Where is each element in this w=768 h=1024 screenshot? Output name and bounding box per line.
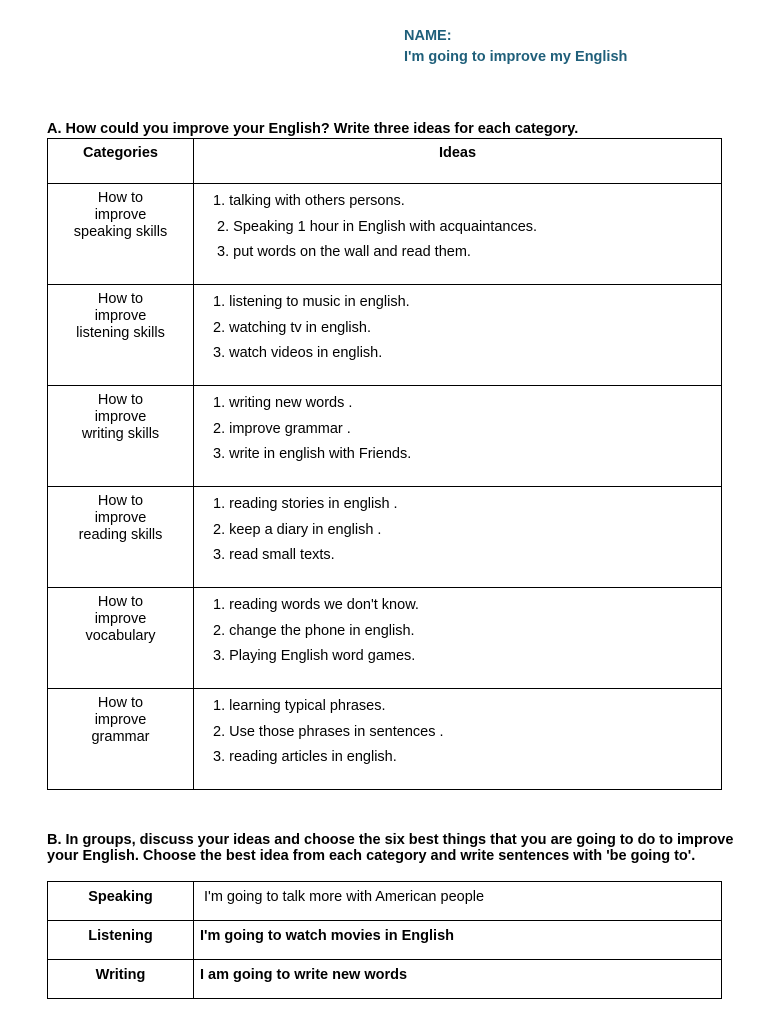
ideas-cell[interactable] — [194, 588, 722, 689]
category-line: How to — [97, 291, 144, 307]
idea-item: 1. talking with others persons. — [213, 193, 405, 209]
category-cell — [48, 184, 194, 285]
ideas-cell[interactable] — [194, 487, 722, 588]
sentence-cell[interactable]: I am going to write new words — [194, 960, 722, 999]
table-row — [48, 386, 722, 487]
skill-cell: Speaking — [48, 882, 194, 921]
idea-item: 3. write in english with Friends. — [213, 446, 412, 462]
ideas-header: Ideas — [194, 139, 722, 184]
table-row — [48, 588, 722, 689]
ideas-cell[interactable] — [194, 689, 722, 790]
category-line: listening skills — [76, 325, 165, 341]
idea-item: 3. watch videos in english. — [213, 345, 383, 361]
category-line: improve — [94, 207, 147, 223]
table-row — [48, 960, 722, 999]
category-cell — [48, 689, 194, 790]
section-b-title: B. In groups, discuss your ideas and choose the six best things that you are going to do to improve your English. Choose the best idea from each category and write sentences with 'be going to'. — [47, 832, 734, 864]
table-row — [48, 487, 722, 588]
ideas-table — [47, 138, 722, 790]
categories-header: Categories — [48, 139, 194, 184]
category-line: grammar — [91, 729, 150, 745]
idea-item: 3. read small texts. — [213, 547, 335, 563]
idea-item: 2. Speaking 1 hour in English with acquaintances. — [213, 218, 538, 235]
category-line: improve — [94, 611, 147, 627]
category-line: improve — [94, 712, 147, 728]
category-cell — [48, 487, 194, 588]
sentence-cell[interactable]: I'm going to talk more with American people — [194, 882, 722, 921]
name-label: NAME: — [404, 28, 452, 44]
header — [404, 26, 627, 68]
ideas-cell[interactable] — [194, 285, 722, 386]
category-line: How to — [97, 493, 144, 509]
ideas-cell[interactable] — [194, 184, 722, 285]
table-row — [48, 921, 722, 960]
category-cell — [48, 285, 194, 386]
category-line: improve — [94, 409, 147, 425]
sentences-table — [47, 881, 722, 999]
category-line: speaking skills — [73, 224, 168, 240]
skill-cell: Listening — [48, 921, 194, 960]
category-cell — [48, 588, 194, 689]
idea-item: 2. watching tv in english. — [213, 319, 371, 336]
category-line: writing skills — [81, 426, 160, 442]
idea-item: 2. keep a diary in english . — [213, 521, 382, 538]
ideas-table-header — [48, 139, 722, 184]
idea-item: 3. reading articles in english. — [213, 749, 397, 765]
category-line: How to — [97, 190, 144, 206]
ideas-cell[interactable] — [194, 386, 722, 487]
worksheet-subtitle: I'm going to improve my English — [404, 49, 628, 65]
sentence-cell[interactable]: I'm going to watch movies in English — [194, 921, 722, 960]
idea-item: 2. Use those phrases in sentences . — [213, 723, 444, 740]
category-line: improve — [94, 510, 147, 526]
skill-cell: Writing — [48, 960, 194, 999]
category-line: How to — [97, 695, 144, 711]
category-line: vocabulary — [85, 628, 156, 644]
idea-item: 3. put words on the wall and read them. — [213, 244, 471, 260]
table-row — [48, 184, 722, 285]
idea-item: 2. improve grammar . — [213, 420, 351, 437]
idea-item: 1. reading words we don't know. — [213, 597, 419, 613]
idea-item: 3. Playing English word games. — [213, 648, 416, 664]
category-line: How to — [97, 594, 144, 610]
table-row — [48, 285, 722, 386]
idea-item: 2. change the phone in english. — [213, 622, 415, 639]
category-line: How to — [97, 392, 144, 408]
category-line: reading skills — [78, 527, 163, 543]
idea-item: 1. reading stories in english . — [213, 496, 398, 512]
idea-item: 1. listening to music in english. — [213, 294, 410, 310]
section-a-title: A. How could you improve your English? Write three ideas for each category. — [47, 121, 579, 137]
category-line: improve — [94, 308, 147, 324]
table-row — [48, 882, 722, 921]
idea-item: 1. learning typical phrases. — [213, 698, 386, 714]
category-cell — [48, 386, 194, 487]
idea-item: 1. writing new words . — [213, 395, 353, 411]
table-row — [48, 689, 722, 790]
